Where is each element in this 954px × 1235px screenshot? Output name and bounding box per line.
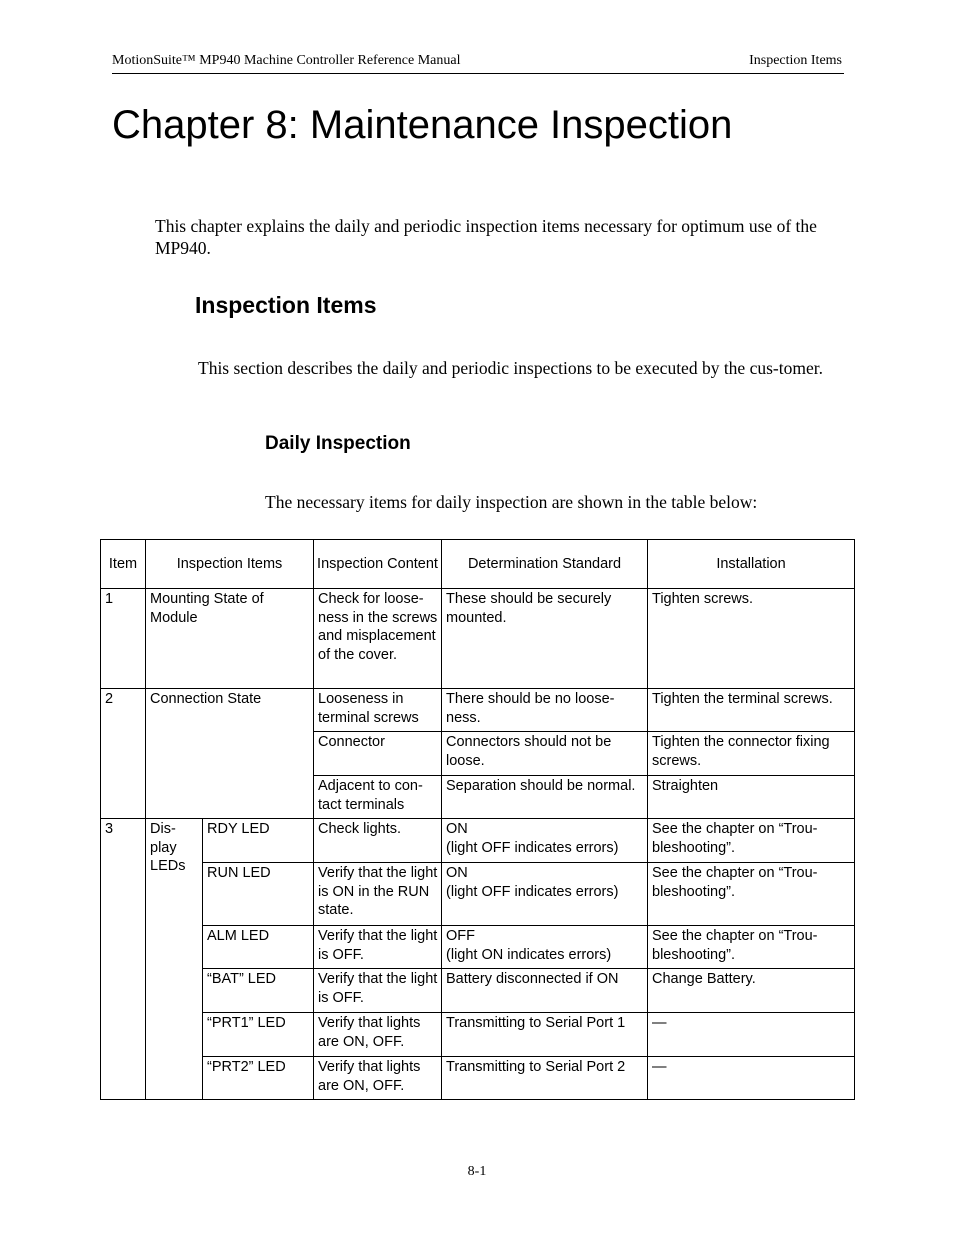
standard-line: ON — [446, 865, 468, 881]
header-item: Item — [101, 540, 146, 589]
standard-note: (light OFF indicates errors) — [446, 839, 619, 856]
standard-line: OFF — [446, 928, 476, 944]
inspection-content: Adjacent to con-tact terminals — [314, 776, 442, 819]
installation: See the chapter on “Trou-bleshooting”. — [648, 819, 855, 863]
header-determination-standard: Determination Standard — [442, 540, 648, 589]
determination-standard — [442, 969, 648, 1013]
item-number: 2 — [101, 689, 146, 819]
inspection-item: Mounting State of Module — [146, 589, 314, 689]
inspection-content: Verify that lights are ON, OFF. — [314, 1013, 442, 1057]
subsection-title: Daily Inspection — [265, 433, 411, 454]
installation: Tighten the terminal screws. — [648, 689, 855, 732]
daily-inspection-table — [100, 539, 855, 1100]
page-header — [112, 52, 844, 74]
header-installation: Installation — [648, 540, 855, 589]
determination-standard — [442, 926, 648, 969]
led-name: RUN LED — [203, 863, 314, 926]
determination-standard: These should be securely mounted. — [442, 589, 648, 689]
table-row — [101, 926, 855, 969]
table-row — [101, 819, 855, 863]
led-name: “BAT” LED — [203, 969, 314, 1013]
inspection-item: Connection State — [146, 689, 314, 819]
determination-standard — [442, 1013, 648, 1057]
led-name: “PRT2” LED — [203, 1057, 314, 1100]
table-row — [101, 1013, 855, 1057]
installation: — — [648, 1013, 855, 1057]
standard-note: (light OFF indicates errors) — [446, 883, 619, 900]
standard-line: Transmitting to Serial Port 1 — [446, 1015, 626, 1031]
page-number: 8-1 — [467, 1164, 487, 1179]
table-row — [101, 969, 855, 1013]
inspection-content: Verify that the light is ON in the RUN state. — [314, 863, 442, 926]
determination-standard: Separation should be normal. — [442, 776, 648, 819]
table-intro: The necessary items for daily inspection are shown in the table below: — [265, 492, 758, 512]
installation: Tighten the connector fixing screws. — [648, 732, 855, 776]
installation: Tighten screws. — [648, 589, 855, 689]
inspection-content: Check for loose-ness in the screws and misplacement of the cover. — [314, 589, 442, 689]
item-number: 1 — [101, 589, 146, 689]
inspection-content: Verify that the light is OFF. — [314, 926, 442, 969]
standard-line: ON — [446, 821, 468, 837]
led-name: “PRT1” LED — [203, 1013, 314, 1057]
chapter-title: Chapter 8: Maintenance Inspection — [112, 103, 733, 147]
installation: See the chapter on “Trou-bleshooting”. — [648, 926, 855, 969]
section-title: Inspection Items — [195, 292, 377, 318]
standard-line: Battery disconnected if ON — [446, 971, 619, 987]
inspection-content: Verify that lights are ON, OFF. — [314, 1057, 442, 1100]
led-name: ALM LED — [203, 926, 314, 969]
installation: — — [648, 1057, 855, 1100]
chapter-intro: This chapter explains the daily and periodic inspection items necessary for optimum use of the MP940. — [155, 216, 817, 258]
table-row — [101, 863, 855, 926]
table-row — [101, 589, 855, 689]
header-inspection-items: Inspection Items — [146, 540, 314, 589]
inspection-content: Connector — [314, 732, 442, 776]
table-header-row — [101, 540, 855, 589]
determination-standard — [442, 819, 648, 863]
inspection-item: Dis-play LEDs — [146, 819, 203, 1100]
table-row — [101, 1057, 855, 1100]
determination-standard — [442, 1057, 648, 1100]
inspection-content: Check lights. — [314, 819, 442, 863]
installation: Straighten — [648, 776, 855, 819]
header-section-name: Inspection Items — [749, 53, 842, 68]
manual-title: MotionSuite™ MP940 Machine Controller Reference Manual — [112, 53, 461, 68]
inspection-content: Looseness in terminal screws — [314, 689, 442, 732]
determination-standard: There should be no loose-ness. — [442, 689, 648, 732]
standard-note: (light ON indicates errors) — [446, 946, 612, 963]
inspection-content: Verify that the light is OFF. — [314, 969, 442, 1013]
section-description: This section describes the daily and periodic inspections to be executed by the cus-tomer. — [198, 358, 823, 378]
table-row — [101, 689, 855, 732]
determination-standard — [442, 863, 648, 926]
installation: Change Battery. — [648, 969, 855, 1013]
led-name: RDY LED — [203, 819, 314, 863]
item-number: 3 — [101, 819, 146, 1100]
installation: See the chapter on “Trou-bleshooting”. — [648, 863, 855, 926]
header-inspection-content: Inspection Content — [314, 540, 442, 589]
standard-line: Transmitting to Serial Port 2 — [446, 1059, 626, 1075]
determination-standard: Connectors should not be loose. — [442, 732, 648, 776]
